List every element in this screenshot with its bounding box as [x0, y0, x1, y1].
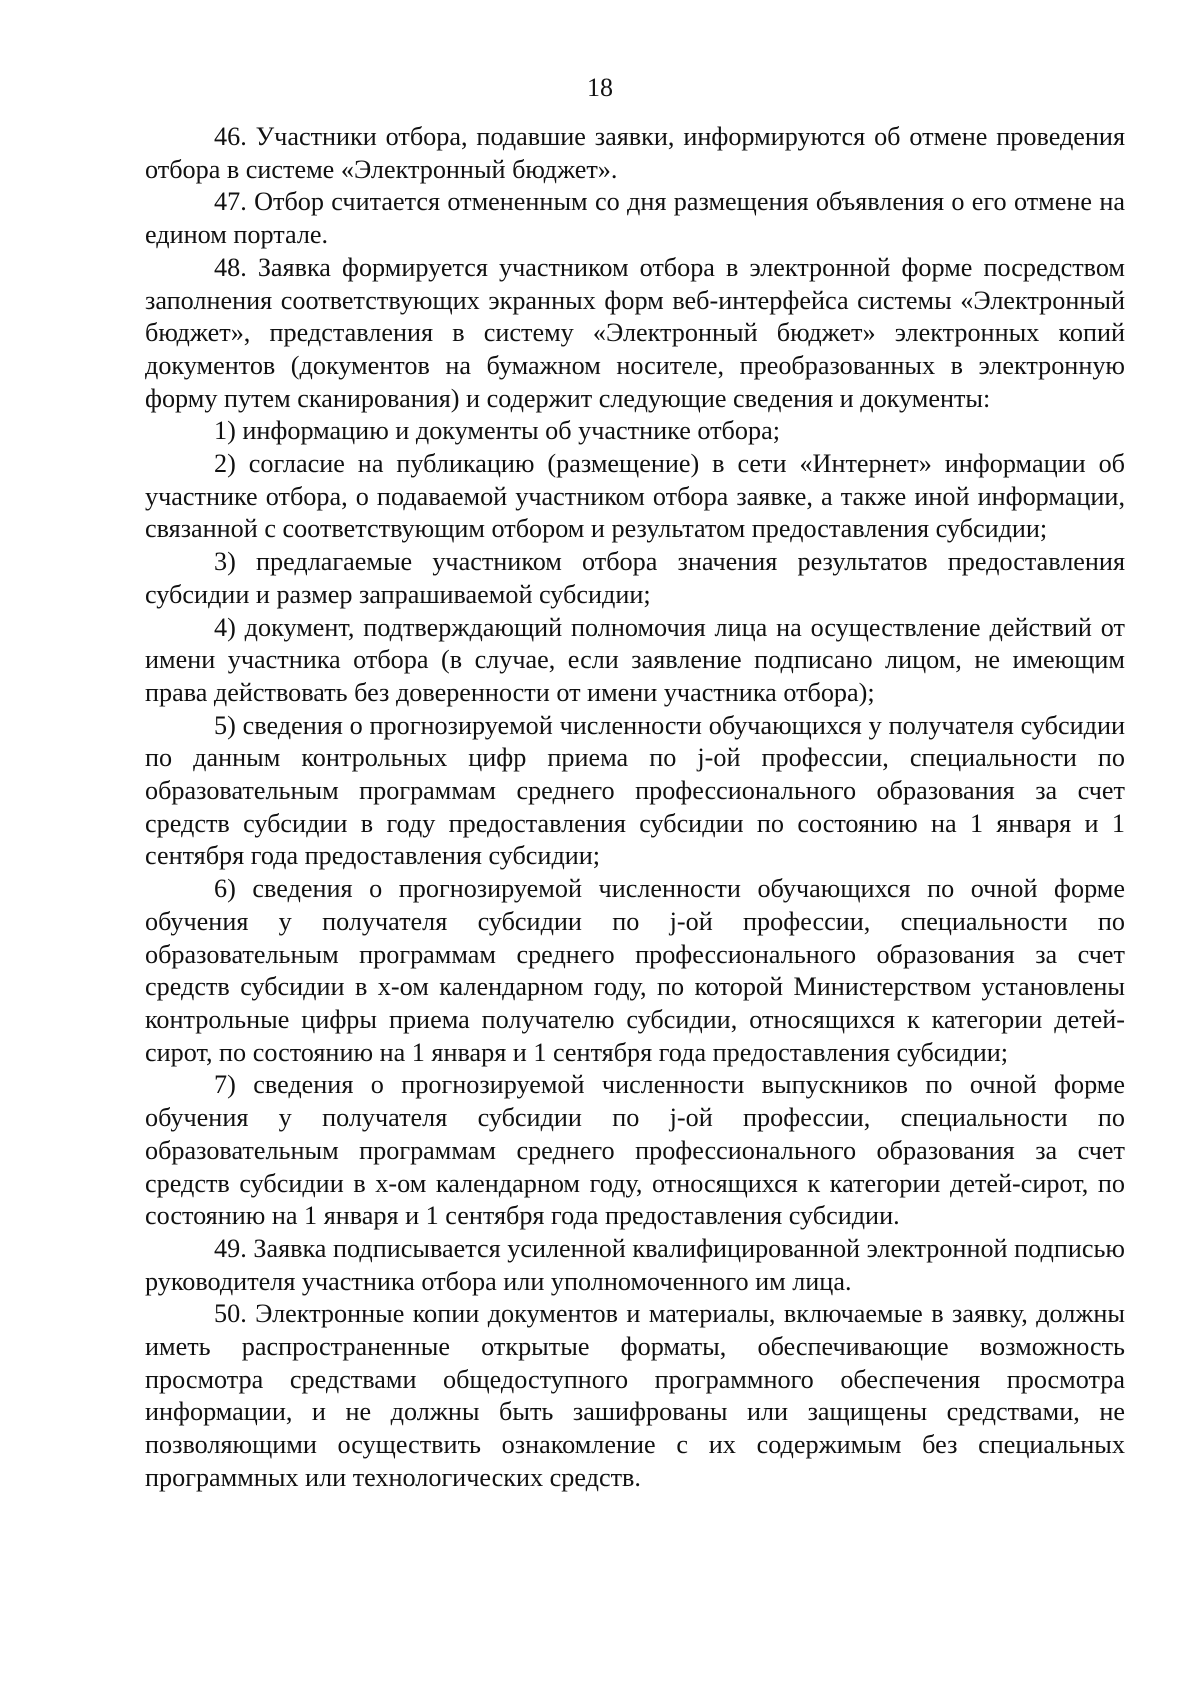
document-body [145, 121, 1125, 1495]
paragraph-46: 46. Участники отбора, подавшие заявки, информируются об отмене проведения отбора в системе «Электронный бюджет». [145, 122, 1125, 184]
list-item-5: 5) сведения о прогнозируемой численности обучающихся у получателя субсидии по данным контрольных цифр приема по j-ой профессии, специальности по образовательным программам среднего профессионального образования за счет средств субсидии в году предоставления субсидии по состоянию на 1 января и 1 сентября года предоставления субсидии; [145, 710, 1125, 871]
page-number: 18 [587, 73, 613, 102]
list-item-7: 7) сведения о прогнозируемой численности выпускников по очной форме обучения у получателя субсидии по j-ой профессии, специальности по образовательным программам среднего профессионального образования за счет средств субсидии в x-ом календарном году, относящихся к категории детей-сирот, по состоянию на 1 января и 1 сентября года предоставления субсидии. [145, 1070, 1125, 1231]
list-item-1: 1) информацию и документы об участнике отбора; [214, 416, 780, 446]
list-item-6: 6) сведения о прогнозируемой численности обучающихся по очной форме обучения у получателя субсидии по j-ой профессии, специальности по образовательным программам среднего профессионального образования за счет средств субсидии в x-ом календарном году, по которой Министерством установлены контрольные цифры приема получателю субсидии, относящихся к категории детей-сирот, по состоянию на 1 января и 1 сентября года предоставления субсидии; [145, 874, 1125, 1067]
paragraph-48: 48. Заявка формируется участником отбора в электронной форме посредством заполнения соответствующих экранных форм веб-интерфейса системы «Электронный бюджет», представления в систему «Электронный бюджет» электронных копий документов (документов на бумажном носителе, преобразованных в электронную форму путем сканирования) и содержит следующие сведения и документы: [145, 252, 1125, 413]
paragraph-50: 50. Электронные копии документов и материалы, включаемые в заявку, должны иметь распространенные открытые форматы, обеспечивающие возможность просмотра средствами общедоступного программного обеспечения просмотра информации, и не должны быть зашифрованы или защищены средствами, не позволяющими осуществить ознакомление с их содержимым без специальных программных или технологических средств. [145, 1299, 1125, 1492]
paragraph-49: 49. Заявка подписывается усиленной квалифицированной электронной подписью руководителя участника отбора или уполномоченного им лица. [145, 1233, 1125, 1296]
list-item-4: 4) документ, подтверждающий полномочия лица на осуществление действий от имени участника отбора (в случае, если заявление подписано лицом, не имеющим права действовать без доверенности от имени участника отбора); [145, 612, 1125, 707]
paragraph-47: 47. Отбор считается отмененным со дня размещения объявления о его отмене на едином портале. [145, 187, 1125, 250]
list-item-3: 3) предлагаемые участником отбора значения результатов предоставления субсидии и размер запрашиваемой субсидии; [145, 547, 1125, 609]
list-item-2: 2) согласие на публикацию (размещение) в сети «Интернет» информации об участнике отбора, о подаваемой участником отбора заявке, а также иной информации, связанной с соответствующим отбором и результатом предоставления субсидии; [145, 449, 1125, 544]
